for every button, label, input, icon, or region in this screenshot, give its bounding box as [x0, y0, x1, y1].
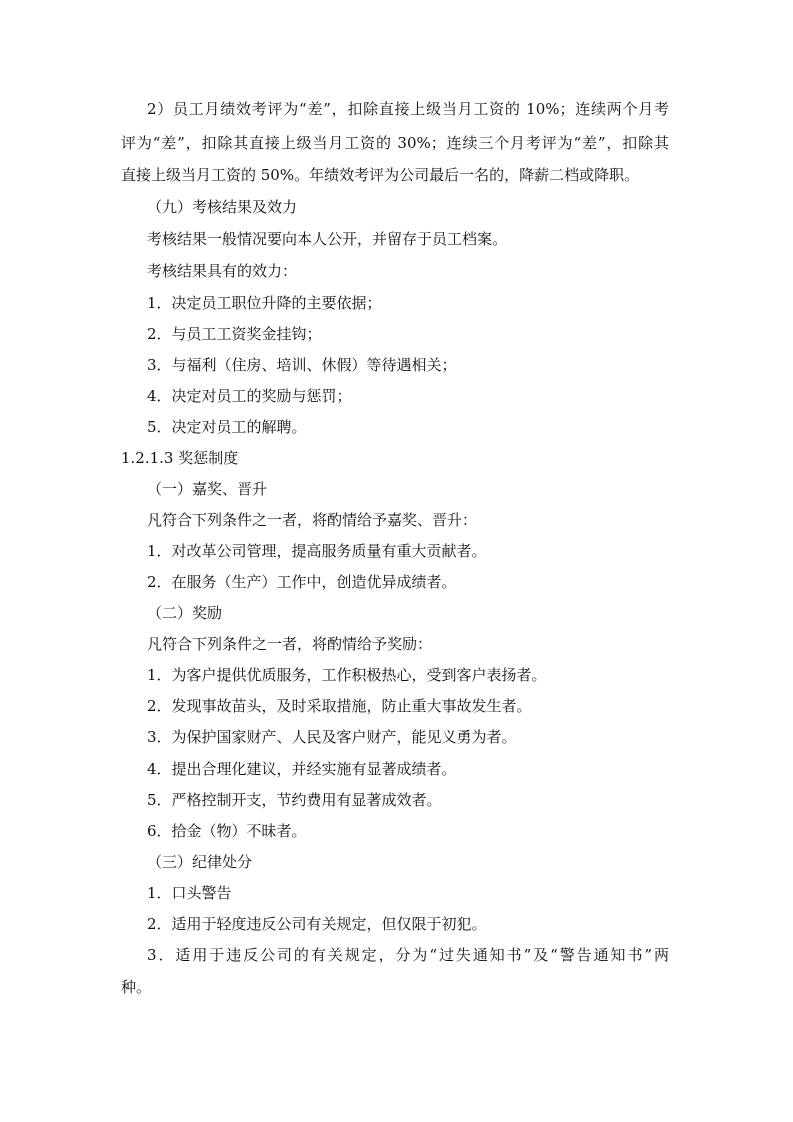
list-item: 2．在服务（生产）工作中，创造优异成绩者。	[147, 573, 457, 591]
paragraph-text: 凡符合下列条件之一者，将酌情给予嘉奖、晋升：	[147, 511, 478, 529]
list-item: 2．与员工工资奖金挂钩；	[147, 325, 322, 343]
list-item: 3．与福利（住房、培训、休假）等待遇相关；	[147, 356, 457, 374]
list-item: 6．拾金（物）不昧者。	[147, 822, 307, 840]
paragraph-text: 凡符合下列条件之一者，将酌情给予奖励：	[147, 635, 433, 653]
paragraph-line: 3．适用于违反公司的有关规定，分为“过失通知书”及“警告通知书”两	[147, 946, 669, 964]
list-item: 1．决定员工职位升降的主要依据；	[147, 294, 382, 312]
list-item: 1．口头警告	[147, 884, 232, 902]
list-item: 5．严格控制开支，节约费用有显著成效者。	[147, 791, 442, 809]
paragraph-line: 种。	[121, 978, 152, 996]
paragraph-line: 直接上级当月工资的 50%。年绩效考评为公司最后一名的，降薪二档或降职。	[121, 166, 640, 184]
paragraph-text: 考核结果具有的效力：	[147, 262, 298, 280]
section-heading: 1.2.1.3 奖惩制度	[121, 449, 239, 467]
list-item: 1．对改革公司管理，提高服务质量有重大贡献者。	[147, 542, 487, 560]
list-item: 5．决定对员工的解聘。	[147, 418, 307, 436]
list-item: 4．提出合理化建议，并经实施有显著成绩者。	[147, 760, 457, 778]
list-item: 3．为保护国家财产、人民及客户财产，能见义勇为者。	[147, 728, 517, 746]
subsection-heading: （一）嘉奖、晋升	[147, 480, 268, 498]
paragraph-line: 2）员工月绩效考评为“差”，扣除直接上级当月工资的 10%；连续两个月考	[147, 100, 669, 118]
list-item: 2．适用于轻度违反公司有关规定，但仅限于初犯。	[147, 915, 487, 933]
paragraph-line: 评为“差”，扣除其直接上级当月工资的 30%；连续三个月考评为“差”，扣除其	[121, 134, 669, 152]
list-item: 1．为客户提供优质服务，工作积极热心，受到客户表扬者。	[147, 666, 547, 684]
paragraph-text: 考核结果一般情况要向本人公开，并留存于员工档案。	[147, 230, 508, 248]
section-heading: （九）考核结果及效力	[147, 198, 298, 216]
list-item: 4．决定对员工的奖励与惩罚；	[147, 387, 352, 405]
subsection-heading: （二）奖励	[147, 604, 223, 622]
list-item: 2．发现事故苗头，及时采取措施，防止重大事故发生者。	[147, 697, 532, 715]
subsection-heading: （三）纪律处分	[147, 853, 253, 871]
